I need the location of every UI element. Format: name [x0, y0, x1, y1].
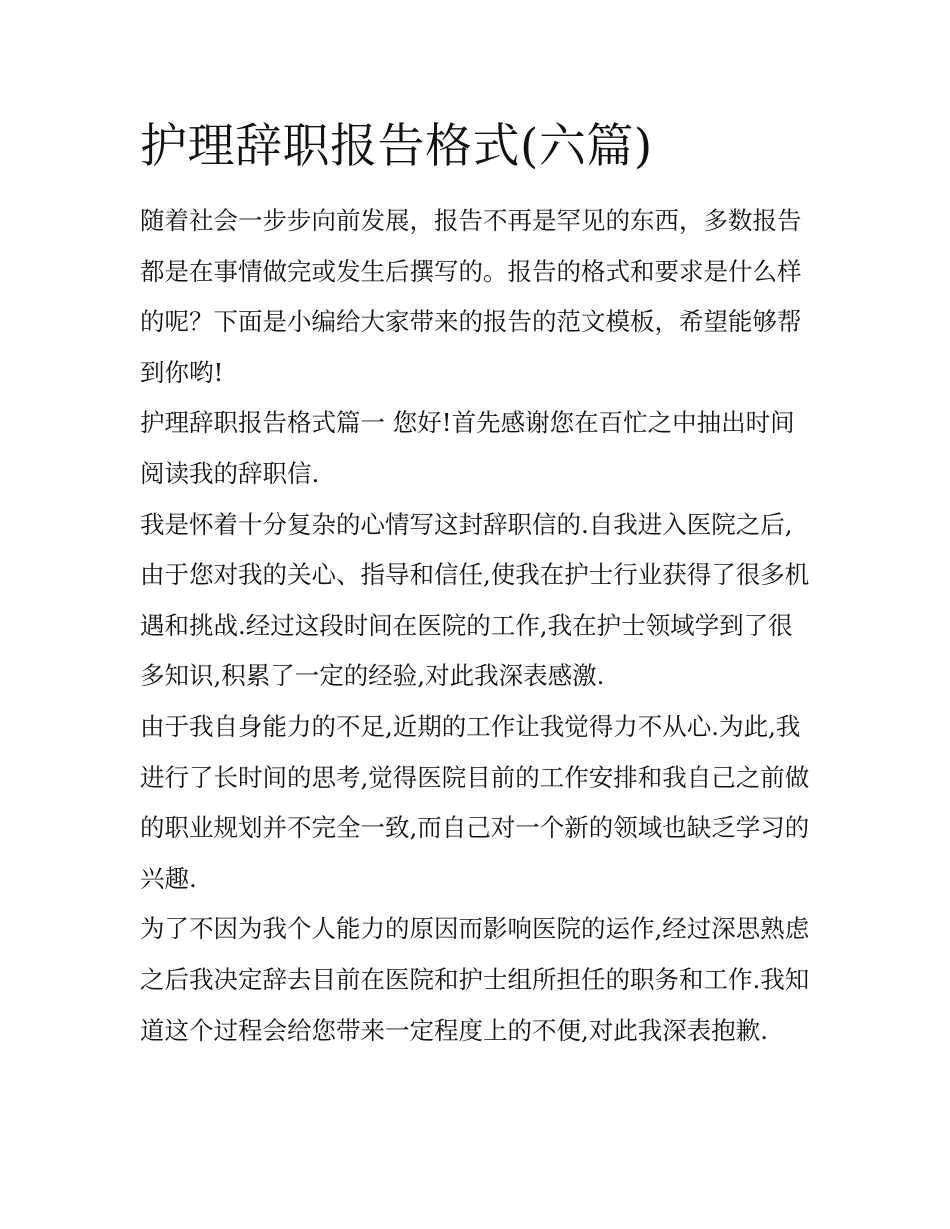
document-page [140, 110, 815, 1056]
paragraph-greeting: 护理辞职报告格式篇一 您好!首先感谢您在百忙之中抽出时间阅读我的辞职信. [140, 408, 795, 488]
paragraph-gratitude: 我是怀着十分复杂的心情写这封辞职信的.自我进入医院之后,由于您对我的关心、指导和信任,使我在护士行业获得了很多机遇和挑战.经过这段时间在医院的工作,我在护士领域学到了很多知识,积累了一定的经验,对此我深表感激. [140, 509, 810, 691]
paragraph-reason: 由于我自身能力的不足,近期的工作让我觉得力不从心.为此,我进行了长时间的思考,觉得医院目前的工作安排和我自己之前做的职业规划并不完全一致,而自己对一个新的领域也缺乏学习的兴趣. [140, 711, 810, 893]
paragraph-decision: 为了不因为我个人能力的原因而影响医院的运作,经过深思熟虑之后我决定辞去目前在医院和护士组所担任的职务和工作.我知道这个过程会给您带来一定程度上的不便,对此我深表抱歉. [140, 914, 810, 1045]
paragraph-intro: 随着社会一步步向前发展，报告不再是罕见的东西，多数报告都是在事情做完或发生后撰写的。报告的格式和要求是什么样的呢？下面是小编给大家带来的报告的范文模板，希望能够帮到你哟! [140, 206, 802, 387]
document-title: 护理辞职报告格式(六篇) [140, 119, 653, 174]
